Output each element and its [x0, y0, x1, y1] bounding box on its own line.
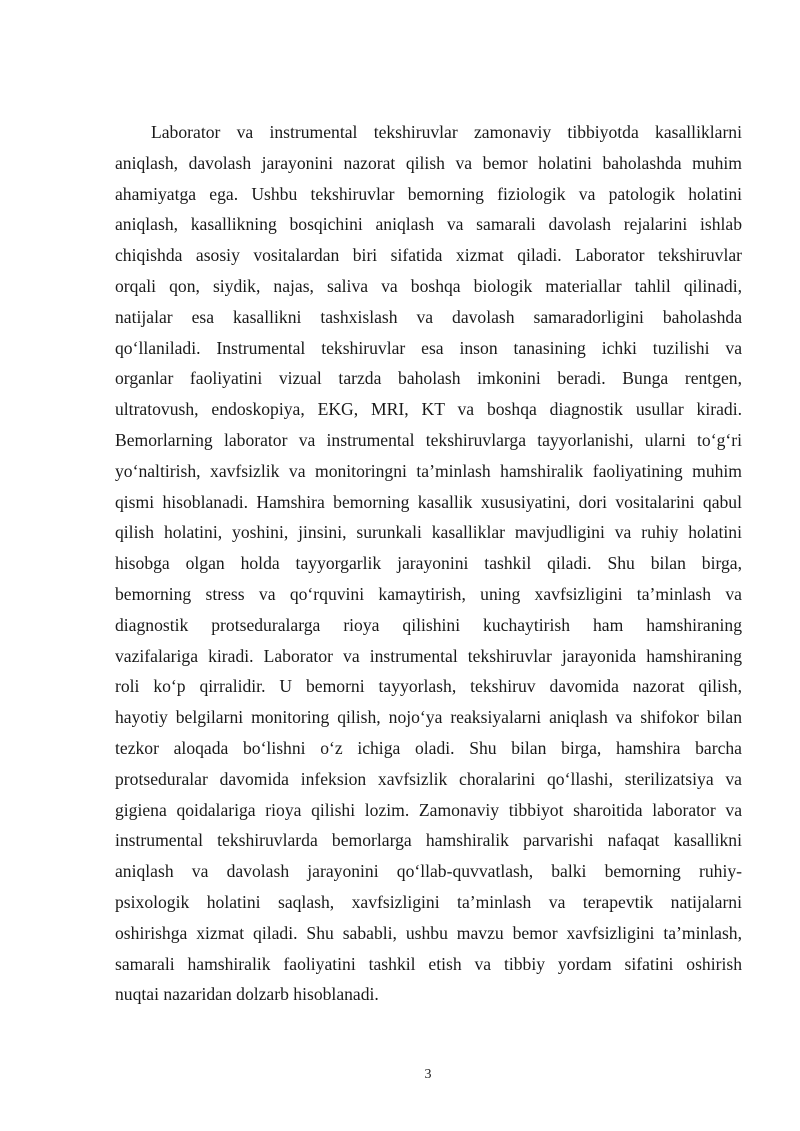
text-line: ahamiyatga ega. Ushbu tekshiruvlar bemorning fiziologik va patologik holatini — [115, 183, 743, 204]
text-line: psixologik holatini saqlash, xavfsizligini ta’minlash va terapevtik natijalarni — [115, 891, 742, 912]
text-line: qilish holatini, yoshini, jinsini, surunkali kasalliklar mavjudligini va ruhiy holatini — [115, 522, 742, 543]
text-line: bemorning stress va qo‘rquvini kamaytirish, uning xavfsizligini ta’minlash va — [115, 583, 742, 604]
text-line: hayotiy belgilarni monitoring qilish, nojo‘ya reaksiyalarni aniqlash va shifokor bilan — [115, 707, 742, 728]
text-line: oshirishga xizmat qiladi. Shu sababli, ushbu mavzu bemor xavfsizligini ta’minlash, — [115, 922, 743, 943]
text-line: diagnostik protseduralarga rioya qilishini kuchaytirish ham hamshiraning — [115, 614, 742, 635]
text-line: natijalar esa kasallikni tashxislash va davolash samaradorligini baholashda — [115, 306, 742, 327]
text-line: qo‘llaniladi. Instrumental tekshiruvlar esa inson tanasining ichki tuzilishi va — [115, 337, 742, 358]
text-line: organlar faoliyatini vizual tarzda baholash imkonini beradi. Bunga rentgen, — [115, 368, 742, 389]
text-line: tezkor aloqada bo‘lishni o‘z ichiga oladi. Shu bilan birga, hamshira barcha — [115, 737, 742, 758]
text-line: instrumental tekshiruvlarda bemorlarga hamshiralik parvarishi nafaqat kasallikni — [115, 830, 742, 851]
text-line: nuqtai nazaridan dolzarb hisoblanadi. — [115, 984, 379, 1005]
text-line: Laborator va instrumental tekshiruvlar zamonaviy tibbiyotda kasalliklarni — [151, 122, 742, 142]
text-line: roli ko‘p qirralidir. U bemorni tayyorlash, tekshiruv davomida nazorat qilish, — [115, 676, 742, 697]
text-line: ultratovush, endoskopiya, EKG, MRI, KT va boshqa diagnostik usullar kiradi. — [115, 399, 742, 420]
text-line: vazifalariga kiradi. Laborator va instrumental tekshiruvlar jarayonida hamshiraning — [115, 645, 742, 666]
text-line: aniqlash, davolash jarayonini nazorat qilish va bemor holatini baholashda muhim — [115, 152, 742, 173]
text-line: protseduralar davomida infeksion xavfsizlik choralarini qo‘llashi, sterilizatsiya va — [115, 768, 742, 789]
text-line: qismi hisoblanadi. Hamshira bemorning kasallik xususiyatini, dori vositalarini qabul — [115, 491, 742, 512]
text-line: aniqlash va davolash jarayonini qo‘llab-quvvatlash, balki bemorning ruhiy- — [115, 861, 742, 882]
page-number: 3 — [424, 1067, 432, 1082]
text-line: aniqlash, kasallikning bosqichini aniqlash va samarali davolash rejalarini ishlab — [115, 214, 742, 235]
text-line: chiqishda asosiy vositalardan biri sifatida xizmat qiladi. Laborator tekshiruvlar — [115, 245, 742, 266]
text-line: Bemorlarning laborator va instrumental tekshiruvlarga tayyorlanishi, ularni to‘g‘ri — [115, 429, 742, 450]
text-line: yo‘naltirish, xavfsizlik va monitoringni ta’minlash hamshiralik faoliyatining muhim — [115, 460, 742, 481]
text-line: samarali hamshiralik faoliyatini tashkil etish va tibbiy yordam sifatini oshirish — [115, 953, 742, 974]
text-line: orqali qon, siydik, najas, saliva va boshqa biologik materiallar tahlil qilinadi, — [115, 275, 742, 296]
text-line: gigiena qoidalariga rioya qilishi lozim. Zamonaviy tibbiyot sharoitida laborator va — [115, 799, 742, 820]
text-line: hisobga olgan holda tayyorgarlik jarayonini tashkil qiladi. Shu bilan birga, — [115, 553, 743, 574]
body-paragraph — [115, 117, 742, 1010]
